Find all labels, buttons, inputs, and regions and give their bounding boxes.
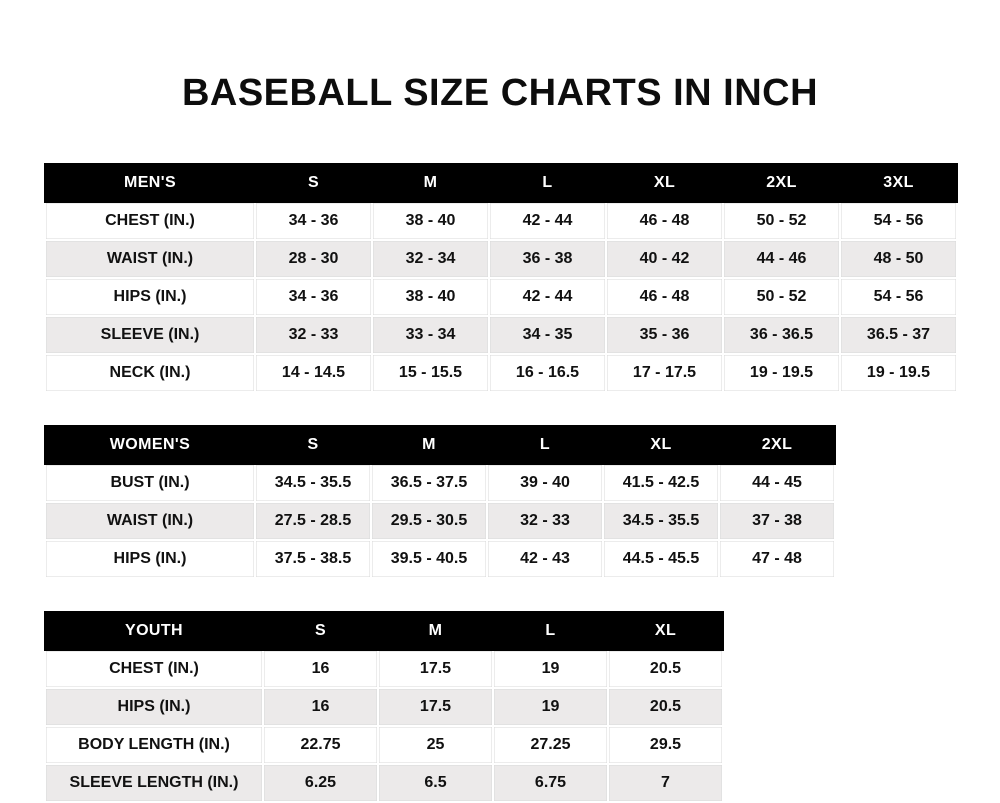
table-cell: 44 - 46 (723, 240, 840, 278)
table-cell: 32 - 34 (372, 240, 489, 278)
table-header-cell: XL (608, 612, 723, 650)
table-cell: 27.5 - 28.5 (255, 502, 371, 540)
table-cell: 39 - 40 (487, 464, 603, 502)
table-header-cell: XL (606, 164, 723, 202)
table-cell: 48 - 50 (840, 240, 957, 278)
table-cell: 47 - 48 (719, 540, 835, 578)
row-label: SLEEVE (IN.) (45, 316, 255, 354)
row-label: WAIST (IN.) (45, 240, 255, 278)
row-label: BUST (IN.) (45, 464, 255, 502)
table-cell: 38 - 40 (372, 278, 489, 316)
table-header-cell: MEN'S (45, 164, 255, 202)
table-cell: 54 - 56 (840, 278, 957, 316)
table-row (45, 650, 723, 688)
mens-size-table (44, 163, 958, 393)
table-cell: 17 - 17.5 (606, 354, 723, 392)
table-header-cell: YOUTH (45, 612, 263, 650)
table-cell: 46 - 48 (606, 278, 723, 316)
table-cell: 44.5 - 45.5 (603, 540, 719, 578)
row-label: NECK (IN.) (45, 354, 255, 392)
table-cell: 17.5 (378, 688, 493, 726)
table-cell: 19 - 19.5 (840, 354, 957, 392)
table-cell: 40 - 42 (606, 240, 723, 278)
table-row (45, 464, 835, 502)
table-header-cell: S (255, 426, 371, 464)
youth-size-table (44, 611, 724, 803)
table-cell: 29.5 (608, 726, 723, 764)
table-header-cell: L (489, 164, 606, 202)
table-cell: 34.5 - 35.5 (603, 502, 719, 540)
table-cell: 37.5 - 38.5 (255, 540, 371, 578)
table-row (45, 502, 835, 540)
table-row (45, 764, 723, 802)
table-cell: 34 - 36 (255, 202, 372, 240)
row-label: WAIST (IN.) (45, 502, 255, 540)
table-row (45, 726, 723, 764)
table-cell: 19 (493, 688, 608, 726)
table-cell: 34 - 35 (489, 316, 606, 354)
table-cell: 35 - 36 (606, 316, 723, 354)
table-row (45, 316, 957, 354)
womens-size-table (44, 425, 836, 579)
table-cell: 54 - 56 (840, 202, 957, 240)
table-cell: 16 (263, 688, 378, 726)
table-cell: 36 - 38 (489, 240, 606, 278)
table-cell: 42 - 44 (489, 202, 606, 240)
table-cell: 44 - 45 (719, 464, 835, 502)
table-cell: 19 - 19.5 (723, 354, 840, 392)
table-cell: 16 - 16.5 (489, 354, 606, 392)
row-label: HIPS (IN.) (45, 278, 255, 316)
table-header-cell: M (378, 612, 493, 650)
table-cell: 25 (378, 726, 493, 764)
table-cell: 39.5 - 40.5 (371, 540, 487, 578)
table-cell: 36 - 36.5 (723, 316, 840, 354)
table-row (45, 688, 723, 726)
table-cell: 32 - 33 (487, 502, 603, 540)
table-header-row (45, 164, 957, 202)
table-cell: 42 - 44 (489, 278, 606, 316)
table-header-cell: 2XL (723, 164, 840, 202)
table-header-cell: XL (603, 426, 719, 464)
table-cell: 37 - 38 (719, 502, 835, 540)
table-row (45, 540, 835, 578)
table-cell: 33 - 34 (372, 316, 489, 354)
table-cell: 22.75 (263, 726, 378, 764)
table-header-cell: S (263, 612, 378, 650)
table-header-cell: L (493, 612, 608, 650)
table-cell: 27.25 (493, 726, 608, 764)
table-cell: 6.25 (263, 764, 378, 802)
table-header-row (45, 426, 835, 464)
table-header-cell: S (255, 164, 372, 202)
table-row (45, 278, 957, 316)
table-header-cell: M (371, 426, 487, 464)
row-label: SLEEVE LENGTH (IN.) (45, 764, 263, 802)
row-label: HIPS (IN.) (45, 540, 255, 578)
table-header-row (45, 612, 723, 650)
row-label: CHEST (IN.) (45, 202, 255, 240)
table-cell: 50 - 52 (723, 202, 840, 240)
table-cell: 50 - 52 (723, 278, 840, 316)
table-cell: 17.5 (378, 650, 493, 688)
table-cell: 32 - 33 (255, 316, 372, 354)
table-cell: 34.5 - 35.5 (255, 464, 371, 502)
table-header-cell: 3XL (840, 164, 957, 202)
table-cell: 6.75 (493, 764, 608, 802)
table-row (45, 202, 957, 240)
table-cell: 36.5 - 37.5 (371, 464, 487, 502)
table-header-cell: M (372, 164, 489, 202)
table-header-cell: L (487, 426, 603, 464)
table-cell: 42 - 43 (487, 540, 603, 578)
table-row (45, 354, 957, 392)
table-cell: 28 - 30 (255, 240, 372, 278)
table-cell: 34 - 36 (255, 278, 372, 316)
table-cell: 14 - 14.5 (255, 354, 372, 392)
table-cell: 7 (608, 764, 723, 802)
table-cell: 19 (493, 650, 608, 688)
table-header-cell: WOMEN'S (45, 426, 255, 464)
table-cell: 20.5 (608, 688, 723, 726)
table-cell: 36.5 - 37 (840, 316, 957, 354)
table-cell: 6.5 (378, 764, 493, 802)
table-cell: 38 - 40 (372, 202, 489, 240)
table-cell: 29.5 - 30.5 (371, 502, 487, 540)
row-label: CHEST (IN.) (45, 650, 263, 688)
table-cell: 41.5 - 42.5 (603, 464, 719, 502)
row-label: HIPS (IN.) (45, 688, 263, 726)
row-label: BODY LENGTH (IN.) (45, 726, 263, 764)
table-header-cell: 2XL (719, 426, 835, 464)
table-cell: 16 (263, 650, 378, 688)
page-title: BASEBALL SIZE CHARTS IN INCH (181, 72, 819, 114)
table-cell: 20.5 (608, 650, 723, 688)
table-row (45, 240, 957, 278)
tables-container (0, 163, 1000, 803)
table-cell: 15 - 15.5 (372, 354, 489, 392)
table-cell: 46 - 48 (606, 202, 723, 240)
